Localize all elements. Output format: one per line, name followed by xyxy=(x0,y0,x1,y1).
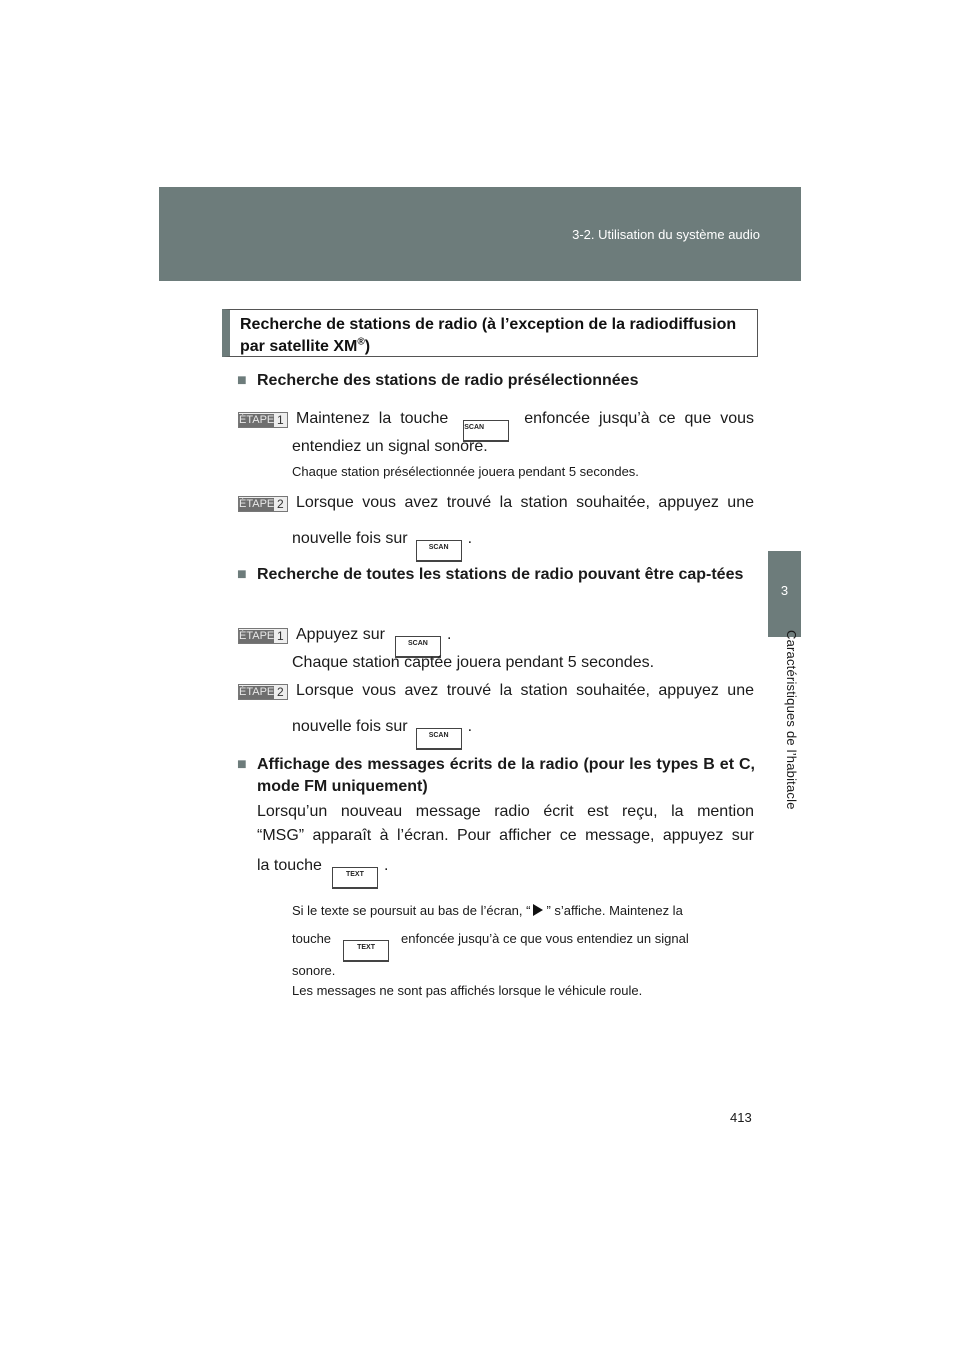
step-note: Chaque station présélectionnée jouera pendant 5 secondes. xyxy=(292,464,639,479)
body-text: la toucheTEXT. xyxy=(257,857,388,889)
step-text-continuation: Chaque station captée jouera pendant 5 secondes. xyxy=(292,654,655,671)
text-button-icon: TEXT xyxy=(332,867,378,889)
section-title-line2: par satellite XM xyxy=(240,338,358,355)
scan-button-icon: SCAN xyxy=(463,420,509,442)
page-header-band xyxy=(159,187,801,281)
note-text: Les messages ne sont pas affichés lorsque le véhicule roule. xyxy=(292,983,643,998)
square-bullet-icon: ■ xyxy=(237,756,247,773)
section-title-line1: Recherche de stations de radio (à l’exception de la radiodiffusion xyxy=(240,316,737,333)
note-text: toucheTEXTenfoncée jusqu’à ce que vous entendiez un signal xyxy=(292,931,689,962)
step-badge: ÉTAPE 1 xyxy=(238,412,288,428)
note-text: sonore. xyxy=(292,963,336,978)
step-text-continuation: entendiez un signal sonore. xyxy=(292,438,488,455)
chapter-tab xyxy=(768,551,801,637)
step-text: Maintenez la touche SCAN enfoncée jusqu’à ce que vous xyxy=(296,410,754,442)
subsection-heading-text-messages: ■ Affichage des messages écrits de la radio (pour les types B et C, mode FM uniquement) xyxy=(237,756,755,795)
step-badge: ÉTAPE 2 xyxy=(238,684,288,700)
step-text-continuation: nouvelle fois surSCAN. xyxy=(292,718,472,750)
section-title-box: Recherche de stations de radio (à l’exception de la radiodiffusion par satellite XM®) xyxy=(222,309,758,357)
scan-button-icon: SCAN xyxy=(416,728,462,750)
step-text: Lorsque vous avez trouvé la station souhaitée, appuyez une xyxy=(296,494,754,511)
text-button-icon: TEXT xyxy=(343,940,389,962)
note-text: Si le texte se poursuit au bas de l’écran, “ ” s’affiche. Maintenez la xyxy=(292,903,683,918)
square-bullet-icon: ■ xyxy=(237,566,247,583)
subsection-heading-preset: ■ Recherche des stations de radio présélectionnées xyxy=(237,370,755,392)
registered-mark: ® xyxy=(357,336,365,348)
step-text: Appuyez surSCAN. xyxy=(296,626,451,658)
step-text-continuation: nouvelle fois surSCAN. xyxy=(292,530,472,562)
chapter-number: 3 xyxy=(780,583,789,598)
scan-button-icon: SCAN xyxy=(395,636,441,658)
chapter-title: Caractéristiques de l’habitacle xyxy=(784,630,799,810)
page-number: 413 xyxy=(730,1110,752,1125)
play-triangle-icon xyxy=(533,904,543,916)
step-badge: ÉTAPE 2 xyxy=(238,496,288,512)
scan-button-icon: SCAN xyxy=(416,540,462,562)
body-text: Lorsqu’un nouveau message radio écrit est reçu, la mention xyxy=(257,803,754,820)
subsection-heading-all: ■ Recherche de toutes les stations de radio pouvant être cap-tées xyxy=(237,564,755,586)
step-text: Lorsque vous avez trouvé la station souhaitée, appuyez une xyxy=(296,682,754,699)
body-text: “MSG” apparaît à l’écran. Pour afficher ce message, appuyez sur xyxy=(257,827,754,844)
step-badge: ÉTAPE 1 xyxy=(238,628,288,644)
section-breadcrumb: 3-2. Utilisation du système audio xyxy=(572,227,760,242)
square-bullet-icon: ■ xyxy=(237,372,247,389)
